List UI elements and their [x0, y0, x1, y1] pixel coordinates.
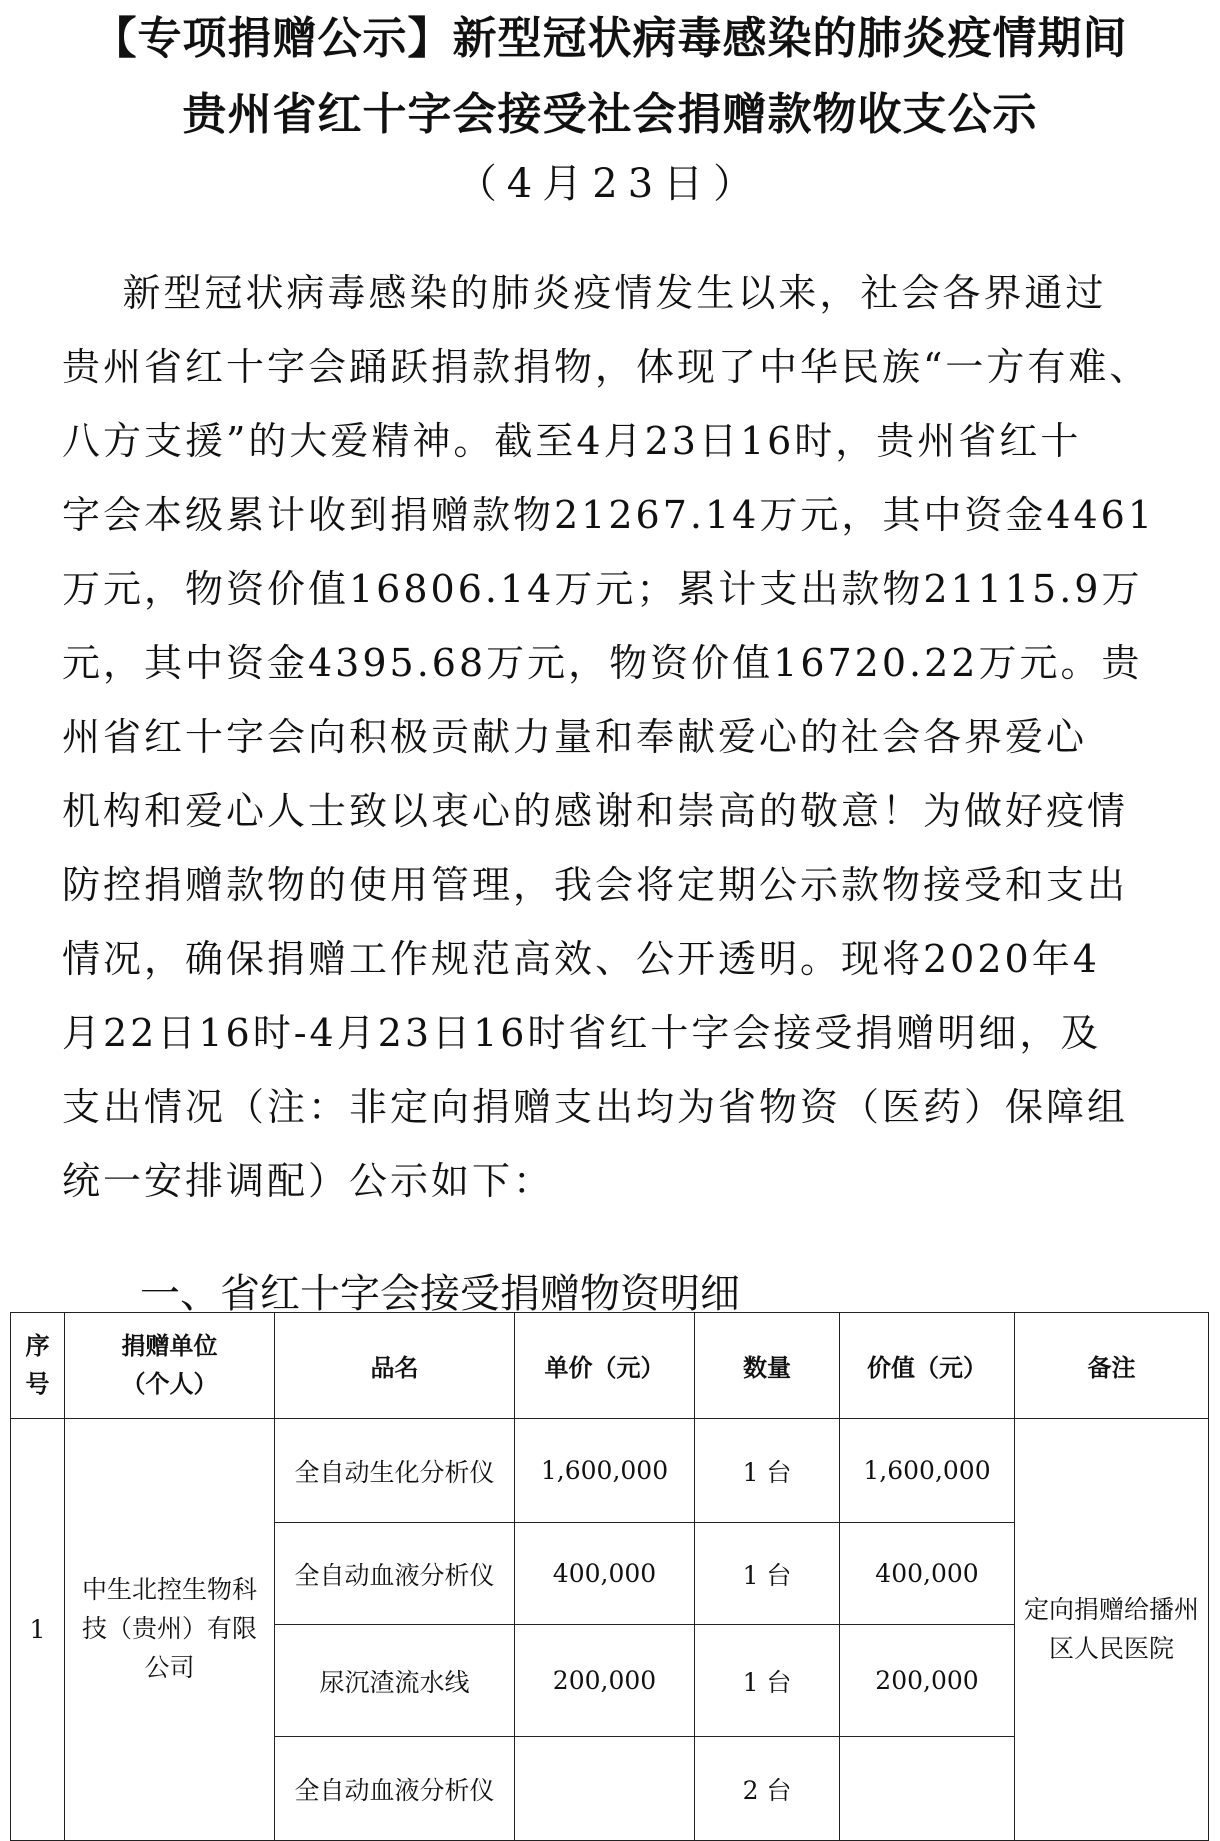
header-donor: 捐赠单位（个人） — [65, 1313, 275, 1419]
section-heading: 一、省红十字会接受捐赠物资明细 — [140, 1271, 740, 1317]
header-seq: 序号 — [11, 1313, 65, 1419]
table-row — [11, 1419, 1209, 1523]
paragraph-line: 月22日16时-4月23日16时省红十字会接受捐赠明细，及 — [62, 1011, 1102, 1055]
paragraph-line: 防控捐赠款物的使用管理，我会将定期公示款物接受和支出 — [62, 863, 1129, 907]
document-title-line-1: 【专项捐赠公示】新型冠状病毒感染的肺炎疫情期间 — [92, 13, 1128, 64]
row-seq: 1 — [11, 1419, 65, 1841]
header-item: 品名 — [275, 1313, 515, 1419]
donation-table — [10, 1312, 1209, 1841]
paragraph-line: 贵州省红十字会踊跃捐款捐物，体现了中华民族“一方有难、 — [62, 345, 1151, 389]
row-quantity: 2 台 — [695, 1737, 840, 1841]
row-unit-price: 200,000 — [515, 1625, 695, 1737]
row-quantity: 1 台 — [695, 1625, 840, 1737]
row-item: 全自动血液分析仪 — [275, 1523, 515, 1625]
row-unit-price: 1,600,000 — [515, 1419, 695, 1523]
row-item: 全自动生化分析仪 — [275, 1419, 515, 1523]
table-header-row — [11, 1313, 1209, 1419]
row-value: 200,000 — [840, 1625, 1015, 1737]
paragraph-line: 情况，确保捐赠工作规范高效、公开透明。现将2020年4 — [62, 937, 1100, 981]
row-value — [840, 1737, 1015, 1841]
paragraph-line: 八方支援”的大爱精神。截至4月23日16时，贵州省红十 — [62, 419, 1082, 463]
document-title-line-2: 贵州省红十字会接受社会捐赠款物收支公示 — [182, 89, 1038, 140]
header-quantity: 数量 — [695, 1313, 840, 1419]
document-date: （4月23日） — [456, 161, 764, 207]
row-value: 400,000 — [840, 1523, 1015, 1625]
row-quantity: 1 台 — [695, 1419, 840, 1523]
row-value: 1,600,000 — [840, 1419, 1015, 1523]
paragraph-line: 新型冠状病毒感染的肺炎疫情发生以来，社会各界通过 — [62, 271, 1107, 315]
paragraph-line: 统一安排调配）公示如下： — [62, 1159, 555, 1203]
row-donor: 中生北控生物科技（贵州）有限公司 — [65, 1419, 275, 1841]
row-item: 尿沉渣流水线 — [275, 1625, 515, 1737]
row-quantity: 1 台 — [695, 1523, 840, 1625]
paragraph-line: 字会本级累计收到捐赠款物21267.14万元，其中资金4461 — [62, 493, 1156, 537]
header-value: 价值（元） — [840, 1313, 1015, 1419]
paragraph-line: 州省红十字会向积极贡献力量和奉献爱心的社会各界爱心 — [62, 715, 1088, 759]
row-unit-price: 400,000 — [515, 1523, 695, 1625]
header-unit-price: 单价（元） — [515, 1313, 695, 1419]
paragraph-line: 机构和爱心人士致以衷心的感谢和崇高的敬意！为做好疫情 — [62, 789, 1129, 833]
row-item: 全自动血液分析仪 — [275, 1737, 515, 1841]
row-unit-price — [515, 1737, 695, 1841]
row-note: 定向捐赠给播州区人民医院 — [1015, 1419, 1209, 1841]
paragraph-line: 元，其中资金4395.68万元，物资价值16720.22万元。贵 — [62, 641, 1143, 685]
paragraph-line: 支出情况（注：非定向捐赠支出均为省物资（医药）保障组 — [62, 1085, 1129, 1129]
header-note: 备注 — [1015, 1313, 1209, 1419]
paragraph-line: 万元，物资价值16806.14万元；累计支出款物21115.9万 — [62, 567, 1143, 611]
